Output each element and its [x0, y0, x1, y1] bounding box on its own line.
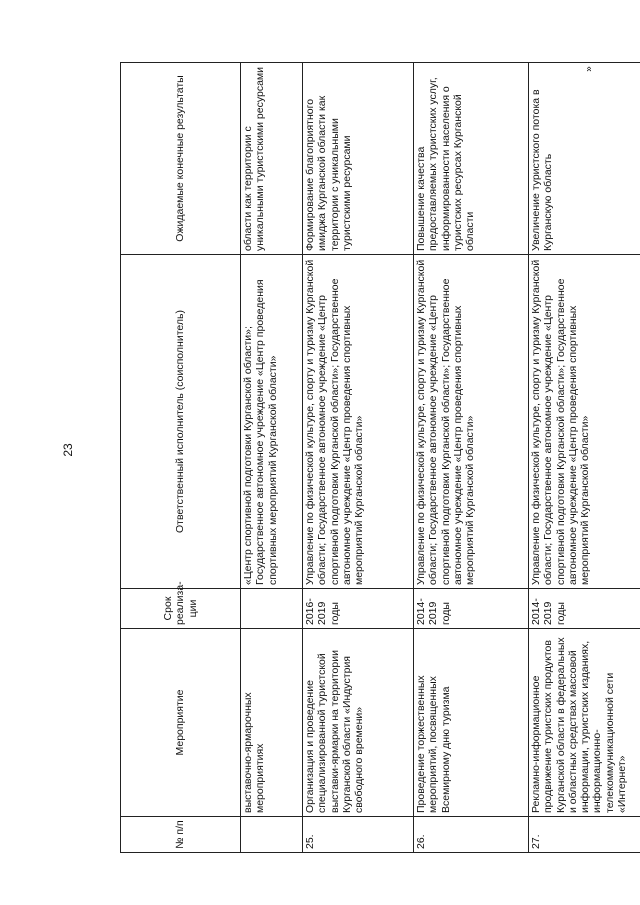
row-result: Формирование благоприятного имиджа Курганской области как территории с уникальными туристскими ресурсами: [303, 63, 414, 255]
page-number: 23: [61, 443, 75, 457]
row-number: 26.: [414, 817, 529, 853]
row-executor: Управление по физической культуре, спорту и туризму Курганской области; Государственное автономное учреждение «Центр спортивной подготовки Курганской области»; Государственное автономное учреждение «Центр проведения спортивных мероприятий Курганской области»: [414, 255, 529, 589]
header-number: № п/п: [121, 817, 241, 853]
table-row: [241, 63, 303, 853]
row-executor: Управление по физической культуре, спорту и туризму Курганской области; Государственное автономное учреждение «Центр спортивной подготовки Курганской области»; Государственное автономное учреждение «Центр проведения спортивных мероприятий Курганской области»: [303, 255, 414, 589]
row-number: 27.: [529, 817, 640, 853]
row-executor: «Центр спортивной подготовки Курганской области»; Государственное автономное учреждение «Центр проведения спортивных мероприятий Курганской области»: [241, 255, 303, 589]
row-activity: Проведение торжественных мероприятий, посвященных Всемирному дню туризма: [414, 629, 529, 817]
row-result: Повышение качества предоставляемых туристских услуг, информированности населения о туристских ресурсах Курганской области: [414, 63, 529, 255]
row-term: 2014-2019 годы: [529, 589, 640, 629]
row-executor: Управление по физической культуре, спорту и туризму Курганской области; Государственное автономное учреждение «Центр спортивной подготовки Курганской области»; Государственное автономное учреждение «Центр проведения спортивных мероприятий Курганской области»: [529, 255, 640, 589]
table-row: [529, 63, 640, 853]
row-term: [241, 589, 303, 629]
header-result: Ожидаемые конечные результаты: [121, 63, 241, 255]
header-activity: Мероприятие: [121, 629, 241, 817]
row-activity: Организация и проведение специализированной туристской выставки-ярмарки на территории Курганской области «Индустрия свободного времени»: [303, 629, 414, 817]
header-term: Срок реализа-ции: [121, 589, 241, 629]
row-number: 25.: [303, 817, 414, 853]
row-result: Увеличение туристского потока в Курганскую область: [529, 63, 640, 255]
table-row: [303, 63, 414, 853]
row-number: [241, 817, 303, 853]
row-result: области как территории с уникальными туристскими ресурсами: [241, 63, 303, 255]
row-activity: выставочно-ярмарочных мероприятиях: [241, 629, 303, 817]
row-activity: Рекламно-информационное продвижение туристских продуктов Курганской области в федеральных и областных средствах массовой информации, туристских изданиях, информационно-телекоммуникационной сети «Интернет»: [529, 629, 640, 817]
row-term: 2016-2019 годы: [303, 589, 414, 629]
header-executor: Ответственный исполнитель (соисполнитель): [121, 255, 241, 589]
table-header-row: [121, 63, 241, 853]
rotated-page: [120, 63, 629, 853]
table-row: [414, 63, 529, 853]
row-term: 2014-2019 годы: [414, 589, 529, 629]
scan-mark: »: [583, 66, 595, 72]
activities-table: [120, 62, 640, 853]
